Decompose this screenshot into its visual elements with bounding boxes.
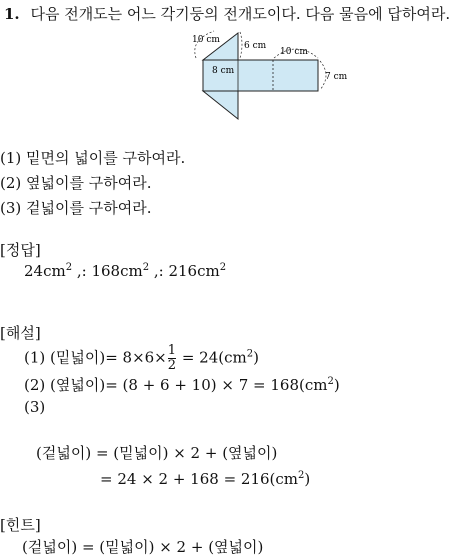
problem-text: 다음 전개도는 어느 각기둥의 전개도이다. 다음 물음에 답하여라. <box>30 5 451 23</box>
explanation-line-2: (2) (옆넓이)= $(8 + 6 + 10) \times 7 = 168(cm^2)$ <box>24 376 340 394</box>
prism-net-figure <box>188 28 348 124</box>
problem-number: 1. <box>4 5 20 23</box>
explanation-line-3: (3) <box>24 398 46 416</box>
label-height-edge: 8 cm <box>212 66 235 76</box>
explanation-line-5: = $24 \times 2 + 168 = 216(cm^2)$ <box>100 470 311 488</box>
problem-header <box>4 3 450 24</box>
answer-line: $24cm^2$ ,: $168cm^2$ ,: $216cm^2$ <box>24 262 227 280</box>
question-1: (1) 밑면의 넓이를 구하여라. <box>0 149 186 167</box>
dimension-arc-small <box>240 32 242 58</box>
hint-text: (겉넓이) = (밑넓이) × 2 + (옆넓이) <box>22 538 264 556</box>
label-slant: 10 cm <box>192 35 220 45</box>
label-small-edge: 6 cm <box>244 41 267 51</box>
hint-heading: [힌트] <box>0 516 41 534</box>
explanation-heading: [해설] <box>0 324 41 342</box>
net-bottom-triangle <box>203 91 238 119</box>
question-2: (2) 옆넓이를 구하여라. <box>0 174 152 192</box>
label-right-edge: 7 cm <box>325 72 348 82</box>
question-3: (3) 겉넓이를 구하여라. <box>0 199 152 217</box>
label-top-edge: 10 cm <box>280 47 308 57</box>
fraction: $\frac{1}{2}$ <box>167 343 177 373</box>
explanation-line-1: (1) (밑넓이)= 8×6× $\frac{1}{2}$ = $24(cm^2)$ <box>24 343 259 373</box>
answer-heading: [정답] <box>0 241 41 259</box>
explanation-line-4: (겉넓이) = (밑넓이) × 2 + (옆넓이) <box>36 444 278 462</box>
